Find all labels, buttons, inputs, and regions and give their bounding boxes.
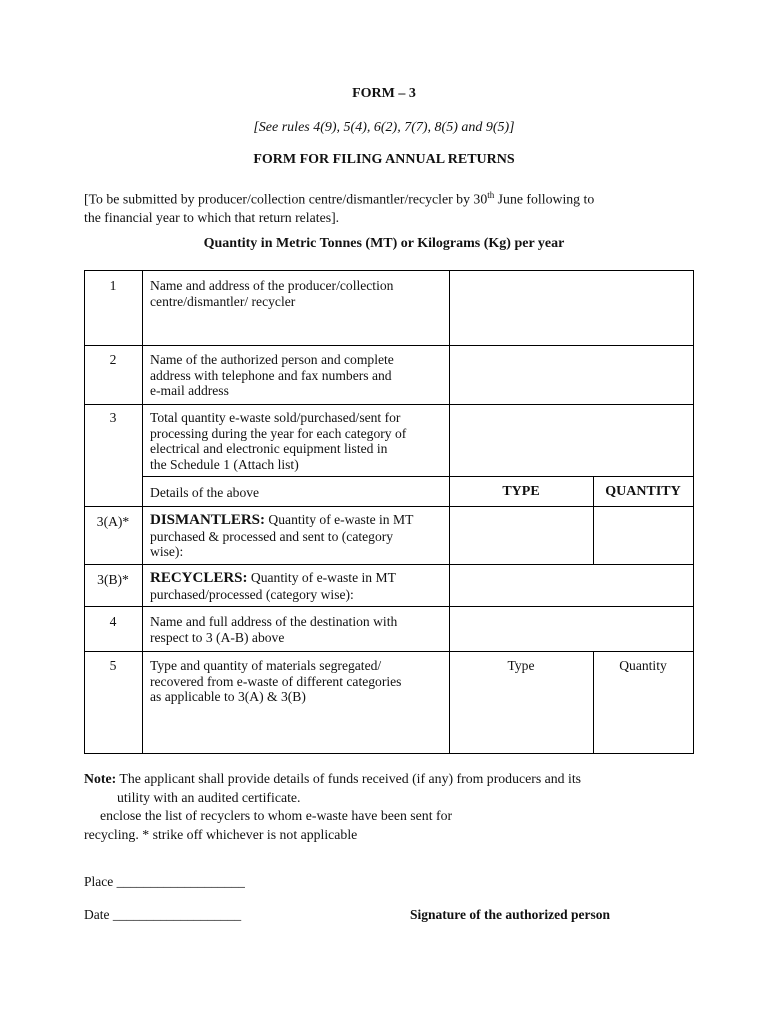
note-label: Note: [84,771,117,786]
type-header: TYPE [502,484,540,499]
note-section [84,770,724,844]
row-text-line: wise): [150,544,184,560]
row-text-line: centre/dismantler/ recycler [150,293,296,309]
row-description [150,352,446,399]
row-divider [84,564,694,565]
table-border-bottom [84,753,694,754]
note-line: enclose the list of recyclers to whom e-waste have been sent for [100,808,453,823]
details-label: Details of the above [150,485,260,500]
row-text-line: Name and full address of the destination with [150,614,398,629]
signature-label: Signature of the authorized person [410,907,611,922]
row-description [150,512,446,560]
row-divider [84,506,694,507]
row-number: 2 [109,352,117,367]
row-divider [84,345,694,346]
row-text-line [150,512,446,529]
row-divider [84,404,694,405]
dismantlers-label: DISMANTLERS: [150,512,266,528]
row-text-line [150,570,446,587]
row-divider [84,651,694,652]
row-text-line: processing during the year for each category of [150,425,407,441]
row-text-line: purchased & processed and sent to (category [150,528,394,544]
row-number: 1 [109,278,117,293]
note-text: The applicant shall provide details of funds received (if any) from producers and its [116,771,582,786]
row-divider [84,606,694,607]
row-description [150,658,446,705]
intro-text-line2: the financial year to which that return relates]. [84,209,340,225]
rules-reference: [See rules 4(9), 5(4), 6(2), 7(7), 8(5) and 9(5)] [253,120,515,135]
row-number: 4 [109,614,117,629]
table-border-left [84,270,85,754]
table-border-right [693,270,694,754]
row-number: 3 [109,410,117,425]
intro-superscript: th [487,190,495,200]
recyclers-label: RECYCLERS: [150,570,248,586]
date-field: Date ___________________ [84,907,242,922]
submission-instruction [84,186,704,227]
note-line: utility with an audited certificate. [117,789,301,805]
row-description [150,278,446,309]
quantity-header: QUANTITY [605,484,681,499]
row-number: 5 [109,658,117,673]
form-title: FORM FOR FILING ANNUAL RETURNS [253,152,515,167]
quantity-unit-note: Quantity in Metric Tonnes (MT) or Kilograms (Kg) per year [203,236,565,251]
row-description [150,570,446,602]
row-divider [142,476,694,477]
row-text-line: e-mail address [150,383,229,399]
type-label: Type [507,658,535,673]
column-divider [449,270,450,754]
dismantlers-text: Quantity of e-waste in MT [265,512,414,527]
row-text-line: Name of the authorized person and complete [150,352,394,367]
row-text-line: respect to 3 (A-B) above [150,629,285,645]
row-text-line: recovered from e-waste of different categories [150,673,402,689]
row-text-line: Total quantity e-waste sold/purchased/sent for [150,410,401,425]
row-text-line: as applicable to 3(A) & 3(B) [150,689,306,705]
note-line [84,770,724,789]
row-description [150,614,446,645]
note-line: recycling. * strike off whichever is not applicable [84,826,358,842]
row-text-line: Name and address of the producer/collection [150,278,394,293]
form-number: FORM – 3 [352,86,416,101]
intro-text-before: [To be submitted by producer/collection centre/dismantler/recycler by 30 [84,191,488,207]
place-field: Place ___________________ [84,874,245,889]
row-text-line: Type and quantity of materials segregated/ [150,658,382,673]
row-text-line: purchased/processed (category wise): [150,586,354,602]
row-description [150,410,446,473]
column-divider [142,270,143,754]
row-number: 3(A)* [96,514,130,529]
recyclers-text: Quantity of e-waste in MT [247,570,396,585]
row-text-line: electrical and electronic equipment listed in [150,441,388,457]
row-number: 3(B)* [97,572,129,587]
quantity-label: Quantity [619,658,667,673]
intro-text-after: June following to [494,191,595,207]
row-text-line: the Schedule 1 (Attach list) [150,457,299,473]
row-text-line: address with telephone and fax numbers and [150,367,392,383]
table-border-top [84,270,694,271]
